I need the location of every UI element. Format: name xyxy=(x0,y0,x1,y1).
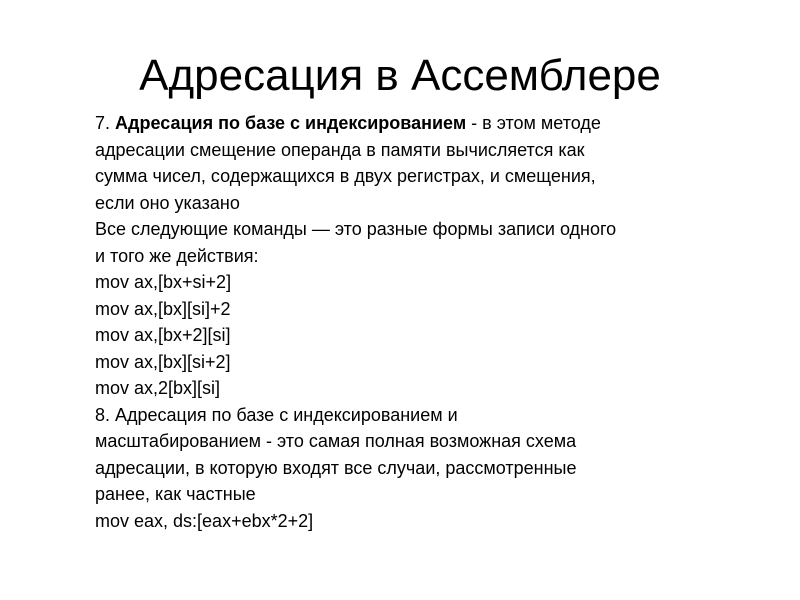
item-7-line-1-rest: - в этом методе xyxy=(471,113,601,133)
slide-title: Адресация в Ассемблере xyxy=(139,51,661,100)
note-line-2: и того же действия: xyxy=(95,245,259,266)
code-line: mov ax,[bx][si+2] xyxy=(95,351,231,372)
item-8-line-2: масштабированием - это самая полная возможная схема xyxy=(95,431,577,451)
item-7-line-3: сумма чисел, содержащихся в двух регистрах, и смещения, xyxy=(95,166,596,186)
item-7-line-4: если оно указано xyxy=(95,192,240,213)
item-8-line-1: 8. Адресация по базе с индексированием и xyxy=(95,404,458,425)
code-line: mov ax,2[bx][si] xyxy=(95,378,221,398)
item-8-code-line: mov eax, ds:[eax+ebx*2+2] xyxy=(95,510,314,531)
code-line: mov ax,[bx+2][si] xyxy=(95,325,231,345)
item-8-line-3: адресации, в которую входят все случаи, рассмотренные xyxy=(95,457,577,478)
item-7-line-2: адресации смещение операнда в памяти вычисляется как xyxy=(95,139,585,160)
code-line: mov ax,[bx+si+2] xyxy=(95,272,232,292)
item-7-line-1 xyxy=(95,110,755,137)
item-7-term: Адресация по базе с индексированием xyxy=(115,113,467,133)
item-7-number: 7. xyxy=(95,113,111,133)
note-line-1: Все следующие команды — это разные формы записи одного xyxy=(95,219,617,239)
item-8-line-4: ранее, как частные xyxy=(95,484,256,504)
code-line: mov ax,[bx][si]+2 xyxy=(95,298,231,319)
slide-body xyxy=(95,110,755,534)
